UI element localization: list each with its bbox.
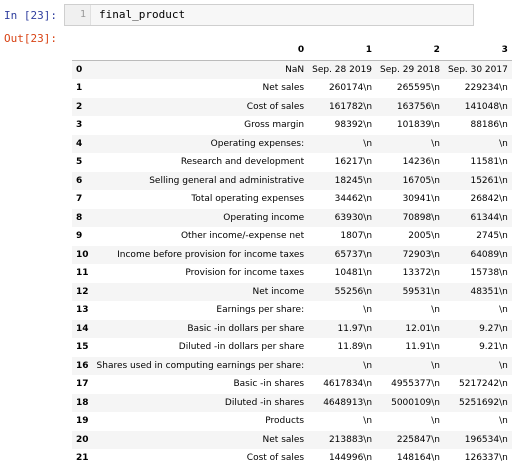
column-header-0: 0 [93,41,309,60]
row-index: 15 [76,342,89,353]
table-cell: 16705\n [402,175,440,186]
table-cell: Provision for income taxes [185,268,305,279]
table-cell: 55256\n [334,286,373,297]
table-cell: 161782\n [328,101,373,112]
table-cell: 141048\n [464,101,508,112]
row-index: 5 [76,157,83,168]
table-cell: \n [363,138,373,149]
table-cell: Sep. 30 2017 [447,64,508,75]
table-cell: 15738\n [470,268,508,279]
table-cell: 163756\n [396,101,440,112]
table-row [72,412,512,431]
row-index: 12 [76,286,89,297]
table-cell: 12.01\n [405,323,440,334]
table-cell: 144996\n [328,453,373,464]
table-row [72,79,512,98]
table-cell: Cost of sales [246,101,305,112]
output-prompt: Out[23]: [4,32,57,45]
row-index: 2 [76,101,83,112]
table-cell: 5251692\n [459,397,508,408]
row-index: 3 [76,120,83,131]
row-index: 20 [76,434,89,445]
row-index: 14 [76,323,89,334]
table-cell: 101839\n [396,120,440,131]
table-cell: 148164\n [396,453,440,464]
table-cell: 63930\n [334,212,373,223]
row-index: 16 [76,360,89,371]
table-cell: Net sales [262,434,305,445]
table-cell: \n [363,360,373,371]
row-index: 6 [76,175,83,186]
table-cell: 260174\n [328,83,373,94]
table-cell: Basic -in shares [233,379,305,390]
table-cell: 15261\n [470,175,508,186]
row-index: 19 [76,416,89,427]
table-cell: Research and development [180,157,305,168]
column-header-index [72,41,93,60]
table-cell: 88186\n [470,120,508,131]
table-row [72,209,512,228]
table-cell: 265595\n [396,83,440,94]
row-index: 10 [76,249,89,260]
table-cell: Sep. 29 2018 [380,64,440,75]
table-row [72,338,512,357]
table-cell: 26842\n [470,194,508,205]
table-cell: \n [363,416,373,427]
table-cell: 1807\n [340,231,373,242]
table-cell: 16217\n [334,157,373,168]
table-row [72,227,512,246]
table-cell: Operating expenses: [210,138,305,149]
header-row [72,41,512,60]
column-header-3: 3 [444,41,512,60]
table-cell: 213883\n [328,434,373,445]
table-cell: 13372\n [402,268,440,279]
table-cell: 4955377\n [391,379,440,390]
row-index: 18 [76,397,89,408]
row-index: 8 [76,212,83,223]
table-cell: Other income/-expense net [180,231,305,242]
table-cell: 98392\n [334,120,373,131]
table-cell: \n [499,305,508,316]
table-row [72,153,512,172]
table-row [72,172,512,191]
table-cell: 5217242\n [459,379,508,390]
column-header-1: 1 [308,41,376,60]
table-row [72,98,512,117]
table-cell: \n [363,305,373,316]
table-cell: Operating income [223,212,305,223]
table-cell: 34462\n [334,194,373,205]
table-cell: 11.97\n [337,323,373,334]
table-cell: Earnings per share: [216,305,305,316]
row-index: 0 [76,64,83,75]
table-cell: 30941\n [402,194,440,205]
table-cell: 2005\n [408,231,440,242]
code-input-area[interactable] [64,4,474,26]
row-index: 13 [76,305,89,316]
output-area [72,41,512,468]
table-row [72,135,512,154]
code-text[interactable]: final_product [99,8,186,21]
table-cell: Total operating expenses [191,194,305,205]
table-cell: 9.21\n [479,342,508,353]
table-cell: Net income [252,286,305,297]
table-cell: Income before provision for income taxes [117,249,305,260]
table-cell: \n [431,138,440,149]
table-cell: 65737\n [334,249,373,260]
table-cell: Cost of sales [246,453,305,464]
table-cell: 14236\n [402,157,440,168]
table-body [72,60,512,468]
table-cell: Diluted -in dollars per share [178,342,305,353]
table-cell: 11.89\n [337,342,373,353]
table-cell: 48351\n [470,286,508,297]
table-row [72,449,512,468]
table-cell: Diluted -in shares [224,397,305,408]
table-cell: 59531\n [402,286,440,297]
table-row [72,190,512,209]
dataframe-table [72,41,512,468]
table-cell: \n [431,305,440,316]
table-cell: 196534\n [464,434,508,445]
table-row [72,431,512,450]
table-cell: 4648913\n [323,397,373,408]
table-cell: 70898\n [402,212,440,223]
table-cell: Net sales [262,83,305,94]
row-index: 7 [76,194,83,205]
table-cell: NaN [285,64,305,75]
table-row [72,283,512,302]
table-cell: 18245\n [334,175,373,186]
table-cell: Gross margin [244,120,305,131]
table-row [72,116,512,135]
table-cell: 126337\n [464,453,508,464]
input-prompt: In [23]: [4,9,57,22]
table-cell: 72903\n [402,249,440,260]
table-cell: \n [499,138,508,149]
table-cell: \n [431,360,440,371]
table-cell: Shares used in computing earnings per share: [96,360,305,371]
table-cell: 4617834\n [323,379,373,390]
row-index: 4 [76,138,83,149]
table-cell: 5000109\n [391,397,440,408]
table-cell: 64089\n [470,249,508,260]
table-cell: 225847\n [396,434,440,445]
table-row [72,301,512,320]
table-cell: 229234\n [464,83,508,94]
table-cell: \n [499,360,508,371]
table-cell: 11581\n [470,157,508,168]
table-row [72,60,512,79]
table-cell: Selling general and administrative [149,175,305,186]
table-row [72,320,512,339]
table-cell: 2745\n [476,231,508,242]
column-header-2: 2 [376,41,444,60]
line-number: 1 [65,5,91,25]
row-index: 11 [76,268,89,279]
table-row [72,375,512,394]
table-cell: 61344\n [470,212,508,223]
table-row [72,264,512,283]
table-cell: 10481\n [334,268,373,279]
row-index: 21 [76,453,89,464]
table-row [72,394,512,413]
table-cell: \n [431,416,440,427]
table-cell: \n [499,416,508,427]
row-index: 1 [76,83,83,94]
row-index: 17 [76,379,89,390]
table-cell: Sep. 28 2019 [312,64,373,75]
table-row [72,246,512,265]
row-index: 9 [76,231,83,242]
table-cell: Basic -in dollars per share [187,323,305,334]
table-cell: 11.91\n [405,342,440,353]
table-row [72,357,512,376]
table-cell: Products [265,416,305,427]
table-cell: 9.27\n [479,323,508,334]
